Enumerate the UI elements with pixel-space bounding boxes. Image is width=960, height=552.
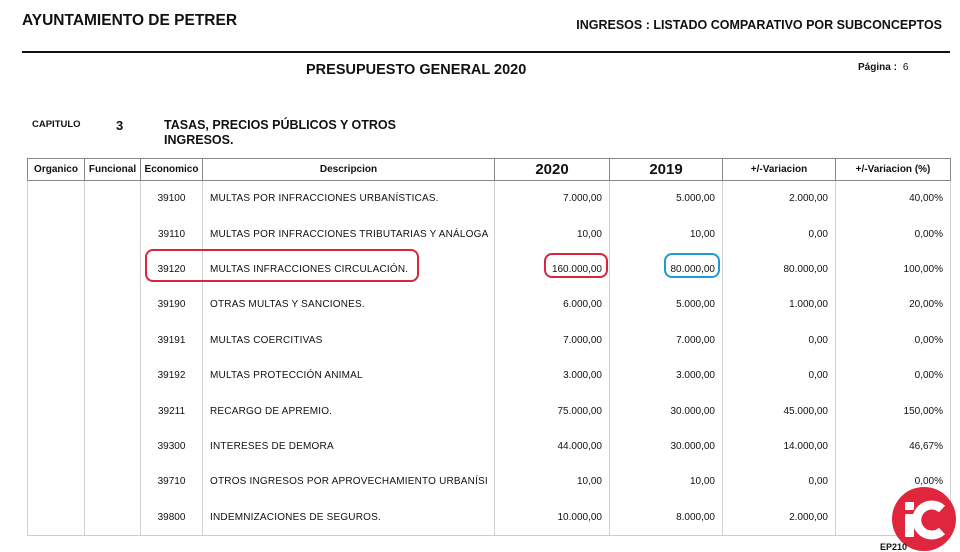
descripcion-cell: MULTAS POR INFRACCIONES URBANÍSTICAS. xyxy=(203,181,495,217)
table-row xyxy=(28,323,951,358)
value-2020-cell: 3.000,00 xyxy=(495,358,610,393)
variacion-cell: 1.000,00 xyxy=(723,287,836,322)
funcional-cell xyxy=(85,216,141,251)
page-number: 6 xyxy=(902,62,909,73)
value-2019-cell: 10,00 xyxy=(610,464,723,499)
variacion-pct-cell: 100,00% xyxy=(836,252,951,287)
variacion-pct-cell: 0,00% xyxy=(836,464,951,499)
value-2020-cell: 10,00 xyxy=(495,216,610,251)
descripcion-cell: OTRAS MULTAS Y SANCIONES. xyxy=(203,287,495,322)
organico-cell xyxy=(28,464,85,499)
variacion-cell: 45.000,00 xyxy=(723,393,836,428)
economico-cell: 39211 xyxy=(141,393,203,428)
economico-cell: 39800 xyxy=(141,500,203,536)
footer-code: EP210 xyxy=(880,542,908,552)
descripcion-cell: RECARGO DE APREMIO. xyxy=(203,393,495,428)
value-2020-cell: 6.000,00 xyxy=(495,287,610,322)
table-row xyxy=(28,287,951,322)
value-2019-cell: 3.000,00 xyxy=(610,358,723,393)
value-2019-cell: 5.000,00 xyxy=(610,181,723,217)
organization-name: AYUNTAMIENTO DE PETRER xyxy=(22,12,238,29)
variacion-cell: 0,00 xyxy=(723,358,836,393)
variacion-pct-cell: 0,00% xyxy=(836,216,951,251)
col-header-descripcion: Descripcion xyxy=(203,159,495,181)
page-indicator xyxy=(858,62,908,73)
variacion-pct-cell: 150,00% xyxy=(836,393,951,428)
value-2020-cell: 160.000,00 xyxy=(495,252,610,287)
value-2020-cell: 44.000,00 xyxy=(495,429,610,464)
variacion-cell: 0,00 xyxy=(723,464,836,499)
organico-cell xyxy=(28,323,85,358)
variacion-pct-cell: 40,00% xyxy=(836,181,951,217)
col-header-funcional: Funcional xyxy=(85,159,141,181)
organico-cell xyxy=(28,181,85,217)
table-row xyxy=(28,464,951,499)
value-2020-cell: 10.000,00 xyxy=(495,500,610,536)
table-header-row xyxy=(28,159,951,181)
highlight-2020-value xyxy=(544,253,608,278)
economico-cell: 39710 xyxy=(141,464,203,499)
table-row xyxy=(28,358,951,393)
funcional-cell xyxy=(85,358,141,393)
funcional-cell xyxy=(85,181,141,217)
col-header-2020: 2020 xyxy=(495,159,610,181)
variacion-cell: 14.000,00 xyxy=(723,429,836,464)
value-2019-cell: 10,00 xyxy=(610,216,723,251)
value-2020-cell: 10,00 xyxy=(495,464,610,499)
economico-cell: 39100 xyxy=(141,181,203,217)
funcional-cell xyxy=(85,429,141,464)
variacion-cell: 2.000,00 xyxy=(723,500,836,536)
value-2019-cell: 7.000,00 xyxy=(610,323,723,358)
budget-title: PRESUPUESTO GENERAL 2020 xyxy=(306,62,527,78)
chapter-title: TASAS, PRECIOS PÚBLICOS Y OTROS INGRESOS. xyxy=(164,118,396,147)
header-divider xyxy=(22,51,950,53)
economico-cell: 39190 xyxy=(141,287,203,322)
table-row xyxy=(28,393,951,428)
descripcion-cell: INDEMNIZACIONES DE SEGUROS. xyxy=(203,500,495,536)
organico-cell xyxy=(28,252,85,287)
value-2019-cell: 30.000,00 xyxy=(610,393,723,428)
col-header-2019: 2019 xyxy=(610,159,723,181)
descripcion-cell: MULTAS PROTECCIÓN ANIMAL xyxy=(203,358,495,393)
economico-cell: 39191 xyxy=(141,323,203,358)
table-row xyxy=(28,216,951,251)
chapter-number: 3 xyxy=(116,118,124,133)
table-row xyxy=(28,429,951,464)
variacion-cell: 0,00 xyxy=(723,323,836,358)
col-header-organico: Organico xyxy=(28,159,85,181)
variacion-pct-cell: 20,00% xyxy=(836,287,951,322)
value-2019-cell: 80.000,00 xyxy=(610,252,723,287)
col-header-variacion: +/-Variacion xyxy=(723,159,836,181)
economico-cell: 39192 xyxy=(141,358,203,393)
funcional-cell xyxy=(85,252,141,287)
descripcion-cell: OTROS INGRESOS POR APROVECHAMIENTO URBANÍSI xyxy=(203,464,495,499)
descripcion-cell: MULTAS COERCITIVAS xyxy=(203,323,495,358)
report-title: INGRESOS : LISTADO COMPARATIVO POR SUBCONCEPTOS xyxy=(576,18,942,32)
variacion-pct-cell: 46,67% xyxy=(836,429,951,464)
value-2019-cell: 30.000,00 xyxy=(610,429,723,464)
variacion-pct-cell: 0,00% xyxy=(836,358,951,393)
organico-cell xyxy=(28,393,85,428)
col-header-variacion-pct: +/-Variacion (%) xyxy=(836,159,951,181)
income-table xyxy=(27,158,951,536)
descripcion-cell: MULTAS POR INFRACCIONES TRIBUTARIAS Y ANÁLOGA xyxy=(203,216,495,251)
economico-cell: 39300 xyxy=(141,429,203,464)
table-row xyxy=(28,181,951,217)
funcional-cell xyxy=(85,323,141,358)
funcional-cell xyxy=(85,287,141,322)
organico-cell xyxy=(28,358,85,393)
descripcion-cell: MULTAS INFRACCIONES CIRCULACIÓN. xyxy=(203,252,495,287)
value-2019-cell: 5.000,00 xyxy=(610,287,723,322)
variacion-cell: 80.000,00 xyxy=(723,252,836,287)
variacion-pct-cell: 0,00% xyxy=(836,323,951,358)
value-2020-cell: 7.000,00 xyxy=(495,181,610,217)
variacion-cell: 0,00 xyxy=(723,216,836,251)
organico-cell xyxy=(28,287,85,322)
value-2020-cell: 7.000,00 xyxy=(495,323,610,358)
funcional-cell xyxy=(85,500,141,536)
organico-cell xyxy=(28,500,85,536)
economico-cell: 39120 xyxy=(141,252,203,287)
chapter-label: CAPITULO xyxy=(32,119,81,130)
funcional-cell xyxy=(85,393,141,428)
value-2019-cell: 8.000,00 xyxy=(610,500,723,536)
descripcion-cell: INTERESES DE DEMORA xyxy=(203,429,495,464)
highlight-row-39120 xyxy=(145,249,419,282)
organico-cell xyxy=(28,429,85,464)
page-label: Página : xyxy=(858,62,897,73)
variacion-cell: 2.000,00 xyxy=(723,181,836,217)
col-header-economico: Economico xyxy=(141,159,203,181)
highlight-2019-value xyxy=(664,253,720,278)
organico-cell xyxy=(28,216,85,251)
funcional-cell xyxy=(85,464,141,499)
table-row xyxy=(28,500,951,536)
economico-cell: 39110 xyxy=(141,216,203,251)
value-2020-cell: 75.000,00 xyxy=(495,393,610,428)
